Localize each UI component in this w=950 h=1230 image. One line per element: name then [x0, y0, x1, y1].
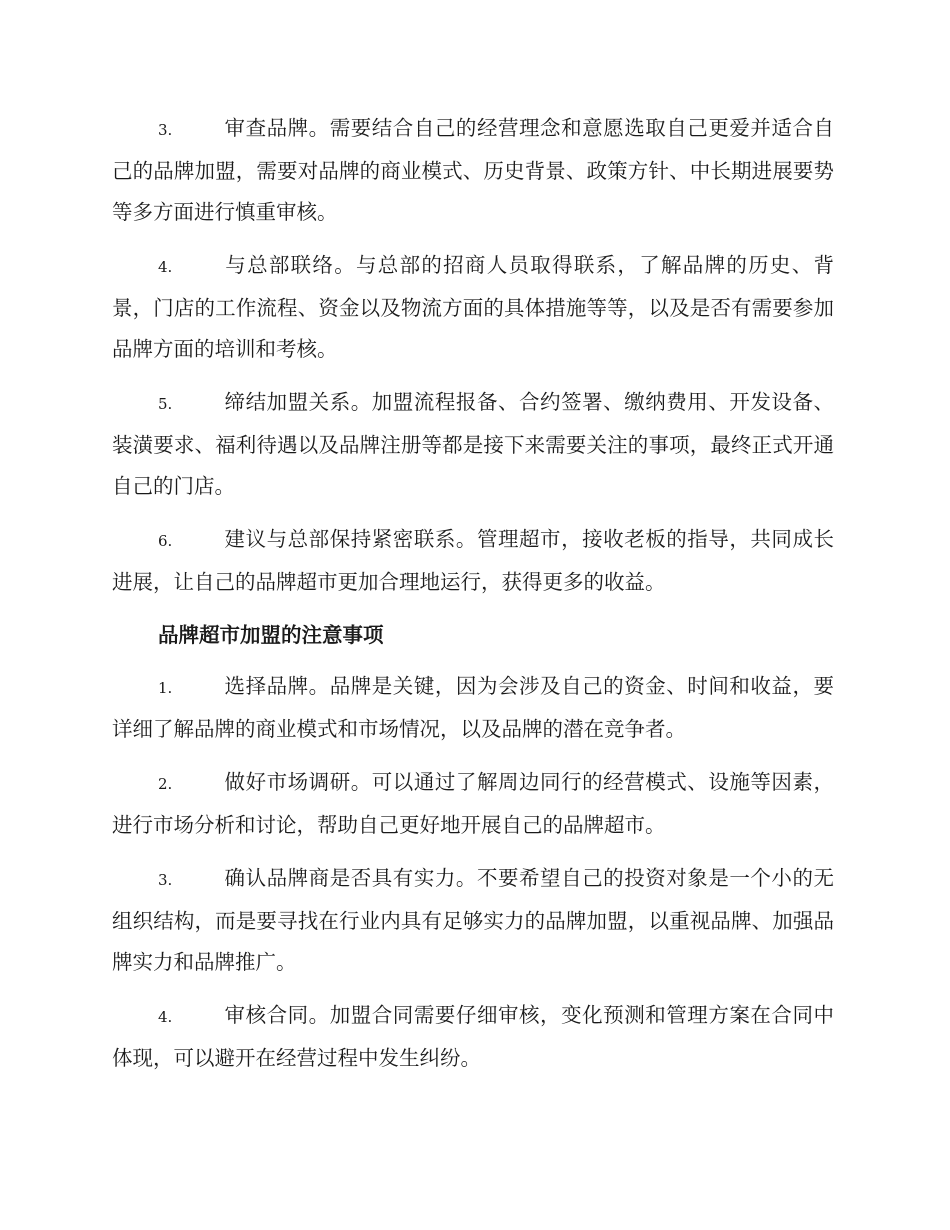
list-item — [112, 382, 834, 507]
list-item-text: 与总部联络。与总部的招商人员取得联系，了解品牌的历史、背景，门店的工作流程、资金以及物流方面的具体措施等等，以及是否有需要参加品牌方面的培训和考核。 — [112, 253, 834, 361]
list-item — [112, 666, 834, 750]
list-item — [112, 108, 834, 233]
list-item-text: 选择品牌。品牌是关键，因为会涉及自己的资金、时间和收益，要详细了解品牌的商业模式和市场情况，以及品牌的潜在竞争者。 — [112, 674, 834, 741]
list-item-number: 6. — [158, 532, 173, 550]
list-item-number: 4. — [158, 1008, 173, 1026]
list-item — [112, 762, 834, 846]
list-item-text: 确认品牌商是否具有实力。不要希望自己的投资对象是一个小的无组织结构，而是要寻找在行业内具有足够实力的品牌加盟，以重视品牌、加强品牌实力和品牌推广。 — [112, 866, 834, 974]
list-item — [112, 245, 834, 370]
list-item-number: 1. — [158, 679, 173, 697]
list-item — [112, 995, 834, 1079]
list-item-text: 缔结加盟关系。加盟流程报备、合约签署、缴纳费用、开发设备、装潢要求、福利待遇以及品牌注册等都是接下来需要关注的事项，最终正式开通自己的门店。 — [112, 390, 834, 498]
document-body — [112, 108, 834, 1091]
list-item-number: 3. — [158, 121, 173, 139]
list-item-number: 2. — [158, 775, 173, 793]
section-heading: 品牌超市加盟的注意事项 — [158, 623, 384, 647]
list-item-text: 审查品牌。需要结合自己的经营理念和意愿选取自己更爱并适合自己的品牌加盟，需要对品牌的商业模式、历史背景、政策方针、中长期进展要势等多方面进行慎重审核。 — [112, 116, 834, 224]
list-item — [112, 858, 834, 983]
list-item — [112, 519, 834, 603]
list-item-number: 3. — [158, 871, 173, 889]
list-item-text: 做好市场调研。可以通过了解周边同行的经营模式、设施等因素，进行市场分析和讨论，帮助自己更好地开展自己的品牌超市。 — [112, 770, 834, 837]
list-item-text: 建议与总部保持紧密联系。管理超市，接收老板的指导，共同成长进展，让自己的品牌超市更加合理地运行，获得更多的收益。 — [112, 527, 834, 594]
list-item-text: 审核合同。加盟合同需要仔细审核，变化预测和管理方案在合同中体现，可以避开在经营过程中发生纠纷。 — [112, 1003, 834, 1070]
list-item-number: 5. — [158, 395, 173, 413]
list-item-number: 4. — [158, 258, 173, 276]
